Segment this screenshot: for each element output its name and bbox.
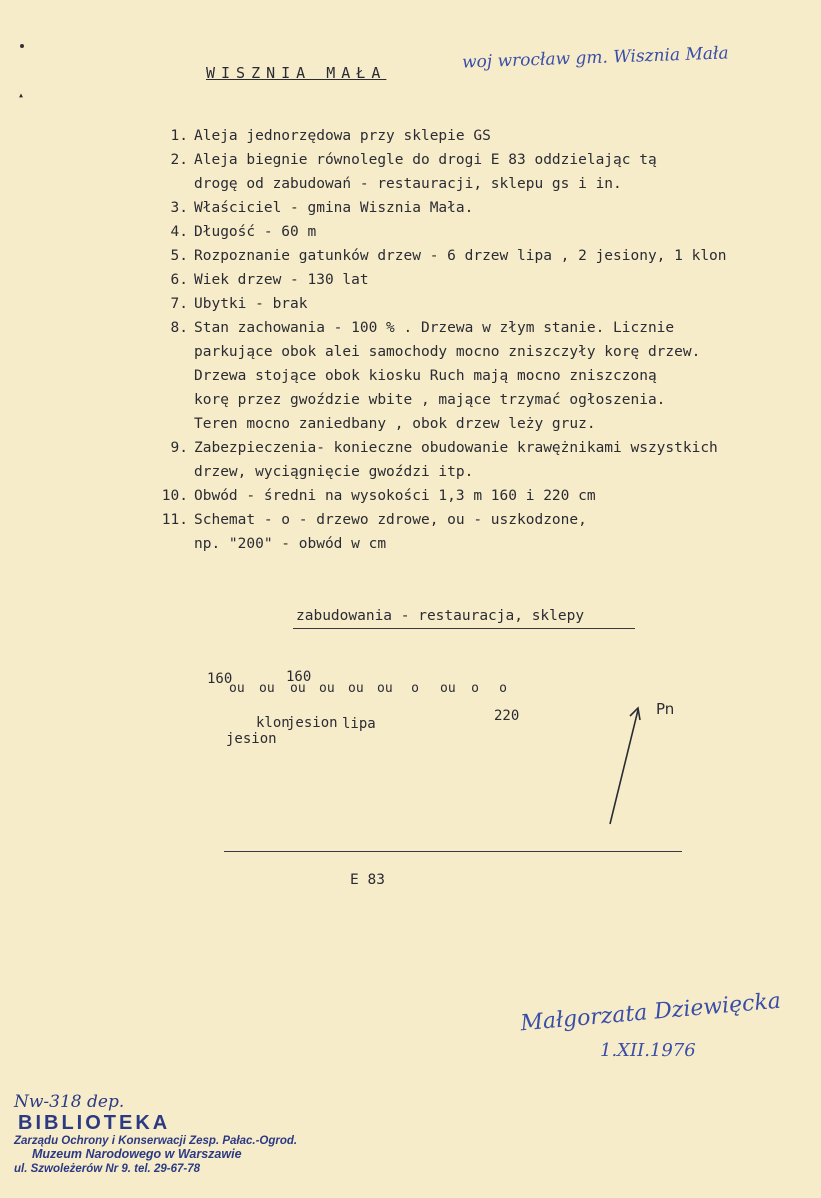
list-item-number: 2. — [170, 152, 188, 168]
circumference-label-left: 160 — [207, 671, 233, 687]
list-item — [164, 388, 727, 412]
list-item — [154, 508, 727, 532]
list-item — [164, 460, 727, 484]
list-item-text: Obwód - średni na wysokości 1,3 m 160 i 220 cm — [194, 488, 596, 504]
list-item — [154, 268, 727, 292]
damaged-tree-symbol: ou — [440, 681, 456, 696]
damaged-tree-symbol: ou — [319, 681, 335, 696]
list-item-text: Rozpoznanie gatunków drzew - 6 drzew lipa , 2 jesiony, 1 klon — [194, 248, 727, 264]
list-item-text: korę przez gwoździe wbite , mające trzymać ogłoszenia. — [194, 392, 666, 408]
stamp-reference: Nw-318 dep. — [14, 1092, 125, 1112]
damaged-tree-symbol: ou — [348, 681, 364, 696]
list-item — [164, 412, 727, 436]
list-item — [154, 244, 727, 268]
circumference-label-right: 220 — [494, 708, 520, 724]
species-label-klon: klon — [256, 715, 290, 731]
list-item-text: Właściciel - gmina Wisznia Mała. — [194, 200, 474, 216]
healthy-tree-symbol: o — [411, 681, 419, 696]
margin-dot — [20, 44, 24, 48]
signature-name: Małgorzata Dziewięcka — [519, 988, 782, 1037]
north-label: Pn — [656, 700, 675, 718]
list-item-number: 6. — [170, 272, 188, 288]
list-item-number: 4. — [170, 224, 188, 240]
list-item — [164, 172, 727, 196]
list-item-text: parkujące obok alei samochody mocno zniszczyły korę drzew. — [194, 344, 701, 360]
north-arrow-icon — [600, 700, 650, 830]
list-item — [154, 292, 727, 316]
stamp-line-2: Muzeum Narodowego w Warszawie — [32, 1147, 242, 1161]
list-item-number: 1. — [170, 128, 188, 144]
list-item-number: 9. — [170, 440, 188, 456]
list-item-text: Długość - 60 m — [194, 224, 317, 240]
list-item — [154, 124, 727, 148]
diagram-top-label: zabudowania - restauracja, sklepy — [296, 608, 585, 624]
list-item-text: Wiek drzew - 130 lat — [194, 272, 369, 288]
list-item-text: Schemat - o - drzewo zdrowe, ou - uszkodzone, — [194, 512, 587, 528]
list-item-text: Teren mocno zaniedbany , obok drzew leży gruz. — [194, 416, 596, 432]
list-item-text: Aleja jednorzędowa przy sklepie GS — [194, 128, 491, 144]
healthy-tree-symbol: o — [471, 681, 479, 696]
species-label-jesion-1: jesion — [226, 731, 277, 747]
handwritten-location-note: woj wrocław gm. Wisznia Mała — [461, 43, 729, 73]
list-item-text: drogę od zabudowań - restauracji, sklepu gs i in. — [194, 176, 622, 192]
list-item-number: 11. — [161, 512, 188, 528]
list-item — [164, 340, 727, 364]
healthy-tree-symbol: o — [499, 681, 507, 696]
list-item-text: Aleja biegnie równolegle do drogi E 83 oddzielając tą — [194, 152, 657, 168]
list-item-number: 5. — [170, 248, 188, 264]
damaged-tree-symbol: ou — [229, 681, 245, 696]
list-item-text: drzew, wyciągnięcie gwoździ itp. — [194, 464, 474, 480]
road-label: E 83 — [350, 872, 385, 888]
list-item-number: 3. — [170, 200, 188, 216]
top-label-underline — [293, 628, 635, 629]
list-item — [154, 196, 727, 220]
list-item — [164, 532, 727, 556]
list-item — [154, 220, 727, 244]
circumference-label-middle: 160 — [286, 669, 312, 685]
stamp-title: BIBLIOTEKA — [18, 1112, 171, 1134]
list-item-number: 8. — [170, 320, 188, 336]
list-item — [154, 148, 727, 172]
margin-mark: ▴ — [18, 90, 25, 101]
damaged-tree-symbol: ou — [259, 681, 275, 696]
library-stamp — [14, 1092, 297, 1175]
list-item — [154, 316, 727, 340]
list-item — [164, 364, 727, 388]
damaged-tree-symbol: ou — [290, 681, 306, 696]
list-item-text: Drzewa stojące obok kiosku Ruch mają mocno zniszczoną — [194, 368, 657, 384]
list-item-text: Stan zachowania - 100 % . Drzewa w złym stanie. Licznie — [194, 320, 675, 336]
numbered-list — [161, 124, 727, 556]
species-label-lipa: lipa — [342, 716, 376, 732]
road-line — [224, 851, 682, 852]
signature-date: 1.XII.1976 — [600, 1040, 696, 1061]
damaged-tree-symbol: ou — [377, 681, 393, 696]
list-item-text: Zabezpieczenia- konieczne obudowanie krawężnikami wszystkich — [194, 440, 718, 456]
list-item-text: np. "200" - obwód w cm — [194, 536, 387, 552]
list-item-number: 10. — [161, 488, 188, 504]
document-title: WISZNIA MAŁA — [206, 64, 387, 82]
list-item — [154, 436, 727, 460]
list-item — [154, 484, 727, 508]
species-label-jesion-2: jesion — [287, 715, 338, 731]
stamp-line-3: ul. Szwoleżerów Nr 9. tel. 29-67-78 — [14, 1163, 200, 1175]
list-item-number: 7. — [170, 296, 188, 312]
list-item-text: Ubytki - brak — [194, 296, 308, 312]
stamp-line-1: Zarządu Ochrony i Konserwacji Zesp. Pałac.-Ogrod. — [14, 1135, 298, 1147]
